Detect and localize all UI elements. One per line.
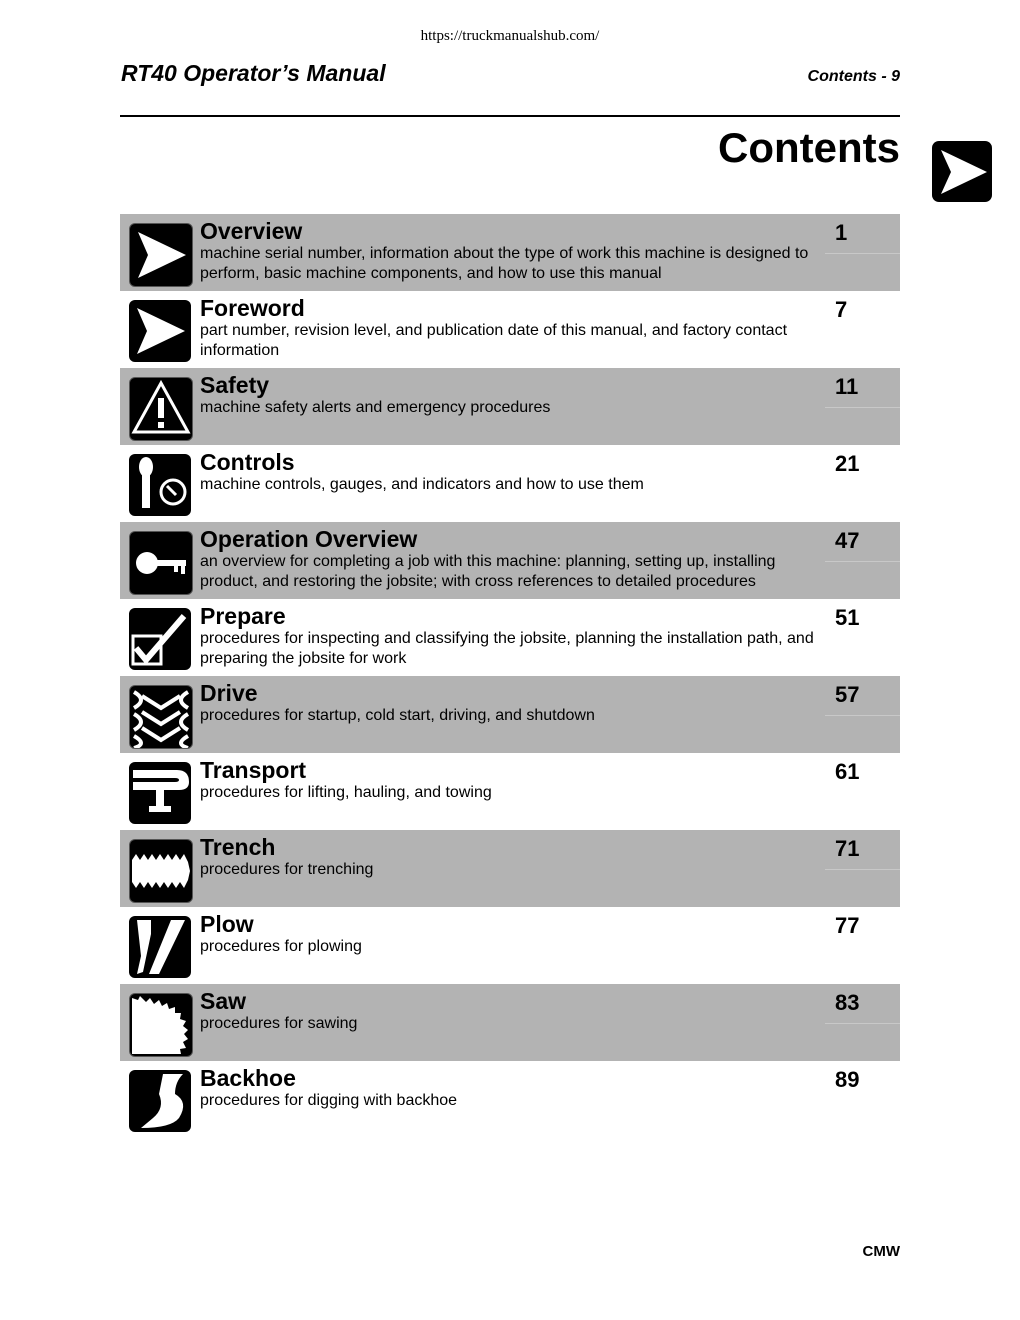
toc-page-number: 71 bbox=[835, 836, 860, 861]
toc-page-number: 47 bbox=[835, 528, 860, 553]
toc-page-number: 89 bbox=[835, 1067, 860, 1092]
toc-description: machine safety alerts and emergency procedures bbox=[200, 399, 551, 416]
toc-description: procedures for sawing bbox=[200, 1015, 358, 1032]
toc-page-number: 21 bbox=[835, 451, 860, 476]
toc-title: Plow bbox=[200, 911, 254, 937]
toc-row-controls[interactable] bbox=[120, 445, 900, 522]
footer-code: CMW bbox=[862, 1243, 900, 1260]
toc-description: procedures for lifting, hauling, and towing bbox=[200, 784, 492, 801]
backhoe-bucket-icon bbox=[129, 1070, 191, 1132]
toc-row-plow[interactable] bbox=[120, 907, 900, 984]
toc-description: machine controls, gauges, and indicators and how to use them bbox=[200, 476, 644, 493]
tire-tread-icon bbox=[129, 685, 193, 749]
toc-title: Backhoe bbox=[200, 1065, 296, 1091]
hitch-icon bbox=[129, 762, 191, 824]
toc-description: part number, revision level, and publication date of this manual, and factory contact information bbox=[200, 322, 788, 359]
toc-page-number: 7 bbox=[835, 297, 848, 322]
toc-page-number: 11 bbox=[835, 374, 859, 399]
toc-row-backhoe[interactable] bbox=[120, 1061, 900, 1138]
toc-description: procedures for inspecting and classifying the jobsite, planning the installation path, and preparing the jobsite for work bbox=[200, 630, 814, 667]
toc-page-number: 61 bbox=[835, 759, 860, 784]
toc-title: Foreword bbox=[200, 295, 305, 321]
toc-description: procedures for digging with backhoe bbox=[200, 1092, 458, 1109]
toc-description: an overview for completing a job with this machine: planning, setting up, installing product, and restoring the jobsite; with cross references to detailed procedures bbox=[200, 553, 776, 590]
toc-page-number: 51 bbox=[835, 605, 860, 630]
toc-description: procedures for trenching bbox=[200, 861, 374, 878]
toc-title: Controls bbox=[200, 449, 295, 475]
toc-row-saw[interactable] bbox=[120, 984, 900, 1061]
toc-title: Transport bbox=[200, 757, 307, 783]
toc-title: Drive bbox=[200, 680, 258, 706]
toc-page-number: 77 bbox=[835, 913, 860, 938]
toc-title: Prepare bbox=[200, 603, 286, 629]
arrow-right-icon bbox=[129, 300, 191, 362]
saw-blade-icon bbox=[129, 993, 193, 1057]
arrow-right-icon bbox=[129, 223, 193, 287]
toc-row-prepare[interactable] bbox=[120, 599, 900, 676]
toc-title: Trench bbox=[200, 834, 276, 860]
section-tab-arrow-right-icon bbox=[932, 141, 992, 202]
toc-title: Operation Overview bbox=[200, 526, 418, 552]
contents-table bbox=[120, 214, 900, 1138]
toc-page-number: 57 bbox=[835, 682, 860, 707]
toc-row-drive[interactable] bbox=[120, 676, 900, 753]
lever-gauge-icon bbox=[129, 454, 191, 516]
plow-blade-icon bbox=[129, 916, 191, 978]
header-rule bbox=[120, 115, 900, 117]
toc-row-transport[interactable] bbox=[120, 753, 900, 830]
key-icon bbox=[129, 531, 193, 595]
toc-row-overview[interactable] bbox=[120, 214, 900, 291]
checkbox-icon bbox=[129, 608, 191, 670]
toc-description: procedures for startup, cold start, driving, and shutdown bbox=[200, 707, 595, 724]
trencher-chain-icon bbox=[129, 839, 193, 903]
toc-page-number: 1 bbox=[835, 220, 848, 245]
toc-row-operation-overview[interactable] bbox=[120, 522, 900, 599]
page-reference: Contents - 9 bbox=[807, 68, 900, 85]
toc-row-safety[interactable] bbox=[120, 368, 900, 445]
toc-row-foreword[interactable] bbox=[120, 291, 900, 368]
toc-description: machine serial number, information about the type of work this machine is designed to perform, basic machine components, and how to use this manual bbox=[200, 245, 809, 282]
page-title: Contents bbox=[718, 124, 900, 171]
toc-page-number: 83 bbox=[835, 990, 860, 1015]
toc-row-trench[interactable] bbox=[120, 830, 900, 907]
toc-title: Saw bbox=[200, 988, 247, 1014]
warning-icon bbox=[129, 377, 193, 441]
toc-title: Safety bbox=[200, 372, 270, 398]
toc-description: procedures for plowing bbox=[200, 938, 362, 955]
toc-title: Overview bbox=[200, 218, 303, 244]
source-url: https://truckmanualshub.com/ bbox=[420, 28, 600, 44]
manual-title: RT40 Operator’s Manual bbox=[121, 60, 386, 86]
